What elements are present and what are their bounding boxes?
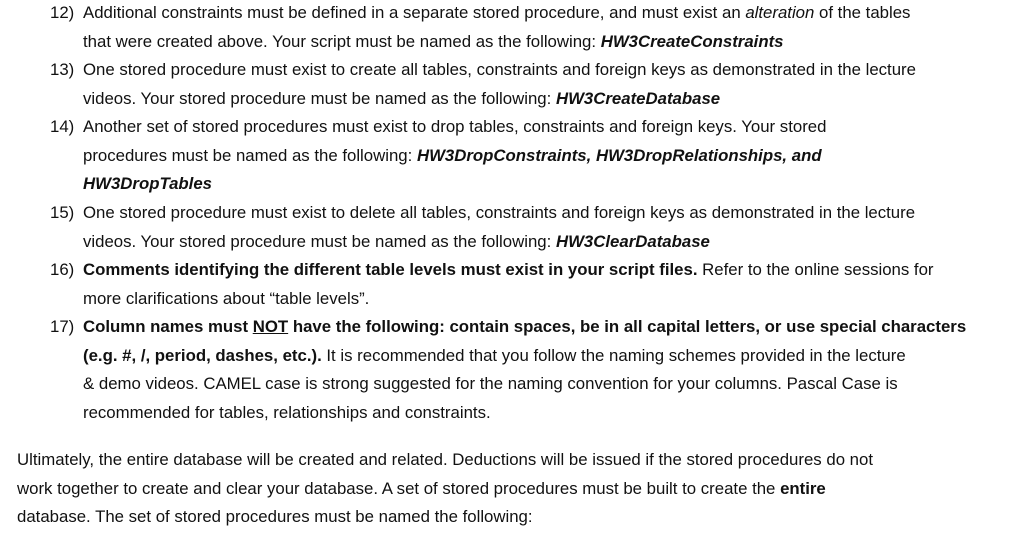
text-run: of the tables [814, 3, 911, 22]
text-line [17, 475, 1017, 504]
list-number: 14) [50, 117, 75, 136]
text-line [83, 0, 1020, 28]
list-number: 13) [50, 60, 75, 79]
list-item-16 [50, 256, 1020, 313]
procedure-name: HW3ClearDatabase [555, 231, 710, 251]
procedure-name: HW3DropTables [83, 174, 212, 194]
italic-text: alteration [745, 3, 815, 22]
text-line [83, 313, 1020, 342]
bold-text: (e.g. #, /, period, dashes, etc.). [83, 345, 322, 365]
text-line: Ultimately, the entire database will be created and related. Deductions will be issued if the stored procedures do not [17, 450, 874, 469]
list-item-text [83, 113, 1020, 199]
list-item-text [83, 56, 1020, 113]
text-run: videos. Your stored procedure must be named as the following: [83, 231, 556, 251]
text-run: videos. Your stored procedure must be named as the following: [83, 88, 556, 108]
list-item-text [83, 0, 1020, 56]
list-item-15 [50, 199, 1020, 256]
procedure-name: HW3CreateDatabase [555, 88, 721, 108]
text-line [83, 256, 1020, 285]
closing-paragraph [17, 446, 1017, 532]
text-line: more clarifications about “table levels”. [83, 288, 370, 308]
list-item-12 [50, 0, 1020, 56]
text-run: Refer to the online sessions for [697, 260, 934, 279]
list-number: 12) [50, 3, 75, 22]
text-line: One stored procedure must exist to delete all tables, constraints and foreign keys as demonstrated in the lecture [83, 203, 916, 222]
text-line: One stored procedure must exist to create all tables, constraints and foreign keys as demonstrated in the lecture [83, 60, 916, 79]
text-run: work together to create and clear your database. A set of stored procedures must be built to create the [17, 478, 781, 498]
text-line [83, 228, 1020, 257]
text-line: Another set of stored procedures must exist to drop tables, constraints and foreign keys. Your stored [83, 117, 827, 136]
text-run: Additional constraints must be defined in a separate stored procedure, and must exist an [83, 3, 746, 22]
list-item-text [83, 313, 1020, 428]
list-number: 17) [50, 317, 75, 336]
list-item-13 [50, 56, 1020, 113]
procedure-name: HW3DropConstraints, HW3DropRelationships, and [416, 145, 822, 165]
bold-text: entire [780, 478, 826, 498]
text-line [83, 142, 1020, 171]
text-run: procedures must be named as the following: [83, 145, 417, 165]
text-run: It is recommended that you follow the naming schemes provided in the lecture [321, 345, 906, 365]
list-item-text [83, 199, 1020, 256]
list-number: 15) [50, 203, 75, 222]
list-item-14 [50, 113, 1020, 199]
text-run: that were created above. Your script must be named as the following: [83, 31, 601, 51]
text-line: & demo videos. CAMEL case is strong suggested for the naming convention for your columns. Pascal Case is [83, 374, 898, 394]
underlined-text: NOT [252, 317, 289, 336]
text-line [83, 85, 1020, 114]
procedure-name: HW3CreateConstraints [600, 31, 784, 51]
text-line [83, 28, 1020, 57]
text-line: database. The set of stored procedures must be named the following: [17, 507, 533, 527]
list-number: 16) [50, 260, 75, 279]
bold-text: Column names must [83, 317, 253, 336]
list-item-17 [50, 313, 1020, 428]
bold-text: have the following: contain spaces, be in all capital letters, or use special characters [288, 317, 967, 336]
text-line [83, 342, 1020, 371]
bold-text: Comments identifying the different table levels must exist in your script files. [83, 260, 698, 279]
list-item-text [83, 256, 1020, 313]
text-line: recommended for tables, relationships and constraints. [83, 403, 491, 423]
